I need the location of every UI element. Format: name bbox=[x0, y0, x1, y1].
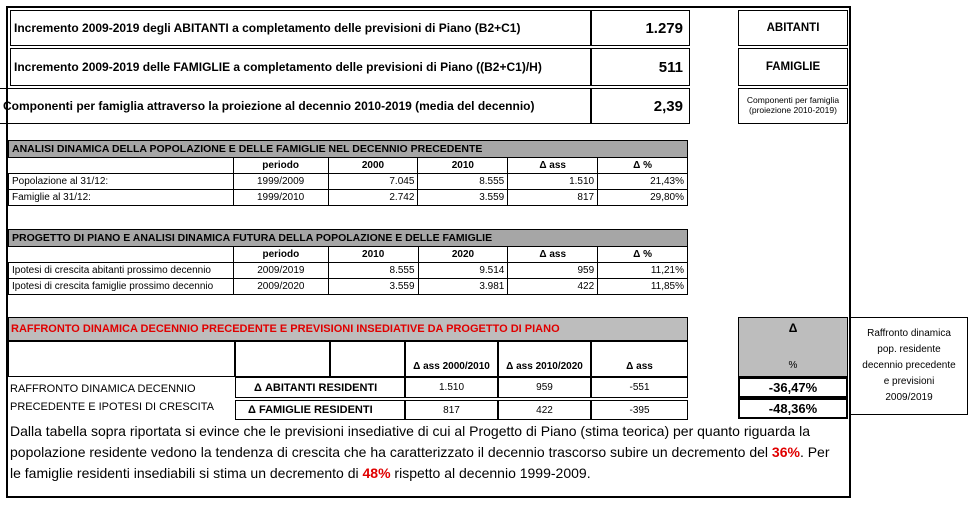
side-note-line: pop. residente bbox=[877, 344, 941, 355]
note-text-3: rispetto al decennio 1999-2009. bbox=[390, 465, 591, 481]
row-value-b: 3.559 bbox=[418, 190, 508, 206]
table3-row-abitanti-c: -551 bbox=[591, 377, 688, 398]
row-value-a: 7.045 bbox=[328, 174, 418, 190]
note-highlight-2: 48% bbox=[362, 465, 391, 481]
table2-header-blank bbox=[9, 247, 234, 263]
row-value-b: 9.514 bbox=[418, 263, 508, 279]
row-label: Popolazione al 31/12: bbox=[9, 174, 234, 190]
row-periodo: 2009/2019 bbox=[233, 263, 328, 279]
table-row bbox=[9, 190, 688, 206]
table3-row-famiglie-a: 817 bbox=[405, 400, 498, 420]
summary-side-famiglie: FAMIGLIE bbox=[738, 48, 848, 86]
row-value-a: 8.555 bbox=[328, 263, 418, 279]
summary-label-famiglie: Incremento 2009-2019 delle FAMIGLIE a completamento delle previsioni di Piano ((B2+C1)/H) bbox=[10, 48, 591, 86]
row-delta-ass: 422 bbox=[508, 279, 598, 295]
table1-title: ANALISI DINAMICA DELLA POPOLAZIONE E DELLE FAMIGLIE NEL DECENNIO PRECEDENTE bbox=[9, 141, 688, 158]
table2-header-2020: 2020 bbox=[418, 247, 508, 263]
summary-side-abitanti: ABITANTI bbox=[738, 10, 848, 46]
side-note-line: e previsioni bbox=[883, 376, 935, 387]
table3-title bbox=[8, 317, 688, 341]
table3-left-label-line1: RAFFRONTO DINAMICA DECENNIO bbox=[10, 383, 196, 395]
delta-pct-famiglie: -48,36% bbox=[738, 398, 848, 419]
table2-header-periodo: periodo bbox=[233, 247, 328, 263]
note-text-1: Dalla tabella sopra riportata si evince che le previsioni insediative di cui al Progetto di Piano (stima teorica) per quanto riguarda la popolazione residente vedono la tendenza di crescita che ha caratterizzato il decennio trascorso subire un decremento del bbox=[10, 423, 810, 460]
summary-label-componenti: Componenti per famiglia attraverso la proiezione al decennio 2010-2019 (media del decennio) bbox=[0, 88, 591, 124]
table1-header-2010: 2010 bbox=[418, 158, 508, 174]
table3-row-abitanti-label: Δ ABITANTI RESIDENTI bbox=[235, 377, 405, 398]
row-value-b: 8.555 bbox=[418, 174, 508, 190]
note-highlight-1: 36% bbox=[771, 444, 800, 460]
note-text-2: . Per le famiglie residenti insediabili si stima un decremento di bbox=[10, 444, 830, 481]
table3-blank-b bbox=[235, 341, 330, 377]
table3-row-abitanti-a: 1.510 bbox=[405, 377, 498, 398]
table-row bbox=[9, 263, 688, 279]
table3-header-delta-ass: Δ ass bbox=[591, 341, 688, 377]
table3-blank-a bbox=[8, 341, 235, 377]
table3-row-famiglie-b: 422 bbox=[498, 400, 591, 420]
table2-header-delta-pct: Δ % bbox=[598, 247, 688, 263]
row-label: Ipotesi di crescita abitanti prossimo decennio bbox=[9, 263, 234, 279]
row-label: Famiglie al 31/12: bbox=[9, 190, 234, 206]
summary-side-componenti bbox=[738, 88, 848, 124]
row-delta-pct: 11,85% bbox=[598, 279, 688, 295]
row-label: Ipotesi di crescita famiglie prossimo decennio bbox=[9, 279, 234, 295]
table3-left-label-line2: PRECEDENTE E IPOTESI DI CRESCITA bbox=[10, 401, 214, 413]
table2-title: PROGETTO DI PIANO E ANALISI DINAMICA FUTURA DELLA POPOLAZIONE E DELLE FAMIGLIE bbox=[9, 230, 688, 247]
conclusion-paragraph bbox=[10, 421, 838, 484]
table3-title-text: RAFFRONTO DINAMICA DECENNIO PRECEDENTE E PREVISIONI INSEDIATIVE DA PROGETTO DI PIANO bbox=[11, 323, 560, 335]
table3-header-2010-2020: Δ ass 2010/2020 bbox=[498, 341, 591, 377]
row-delta-ass: 817 bbox=[508, 190, 598, 206]
table1-header-delta-ass: Δ ass bbox=[508, 158, 598, 174]
side-note-line: decennio precedente bbox=[862, 360, 956, 371]
table3-blank-c bbox=[330, 341, 405, 377]
summary-value-componenti: 2,39 bbox=[591, 88, 690, 124]
row-value-a: 3.559 bbox=[328, 279, 418, 295]
row-value-a: 2.742 bbox=[328, 190, 418, 206]
row-periodo: 2009/2020 bbox=[233, 279, 328, 295]
pct-symbol: % bbox=[788, 360, 798, 371]
table-analisi-decennio bbox=[8, 140, 688, 206]
table1-header-delta-pct: Δ % bbox=[598, 158, 688, 174]
row-delta-pct: 11,21% bbox=[598, 263, 688, 279]
summary-value-abitanti: 1.279 bbox=[591, 10, 690, 46]
side-note-box bbox=[850, 317, 968, 415]
table2-header-2010: 2010 bbox=[328, 247, 418, 263]
row-delta-pct: 21,43% bbox=[598, 174, 688, 190]
table3-row-famiglie-label: Δ FAMIGLIE RESIDENTI bbox=[235, 400, 405, 420]
table3-row-abitanti-b: 959 bbox=[498, 377, 591, 398]
row-periodo: 1999/2010 bbox=[233, 190, 328, 206]
table1-header-blank bbox=[9, 158, 234, 174]
delta-pct-header bbox=[738, 317, 848, 377]
table1-header-2000: 2000 bbox=[328, 158, 418, 174]
table-row bbox=[9, 279, 688, 295]
delta-pct-abitanti: -36,47% bbox=[738, 377, 848, 398]
summary-value-famiglie: 511 bbox=[591, 48, 690, 86]
table1-header-periodo: periodo bbox=[233, 158, 328, 174]
table-row bbox=[9, 174, 688, 190]
table3-left-label bbox=[10, 380, 235, 416]
table3-header-2000-2010: Δ ass 2000/2010 bbox=[405, 341, 498, 377]
row-delta-ass: 1.510 bbox=[508, 174, 598, 190]
summary-label-abitanti: Incremento 2009-2019 degli ABITANTI a completamento delle previsioni di Piano (B2+C1) bbox=[10, 10, 591, 46]
summary-side-componenti-line1: Componenti per famiglia bbox=[746, 95, 840, 106]
summary-side-componenti-line2: (proiezione 2010-2019) bbox=[749, 105, 837, 115]
table2-header-delta-ass: Δ ass bbox=[508, 247, 598, 263]
row-value-b: 3.981 bbox=[418, 279, 508, 295]
row-delta-pct: 29,80% bbox=[598, 190, 688, 206]
side-note-line: 2009/2019 bbox=[885, 392, 933, 403]
side-note-line: Raffronto dinamica bbox=[867, 328, 951, 339]
table-progetto-piano bbox=[8, 229, 688, 295]
row-periodo: 1999/2009 bbox=[233, 174, 328, 190]
row-delta-ass: 959 bbox=[508, 263, 598, 279]
table3-row-famiglie-c: -395 bbox=[591, 400, 688, 420]
delta-symbol: Δ bbox=[788, 321, 798, 335]
